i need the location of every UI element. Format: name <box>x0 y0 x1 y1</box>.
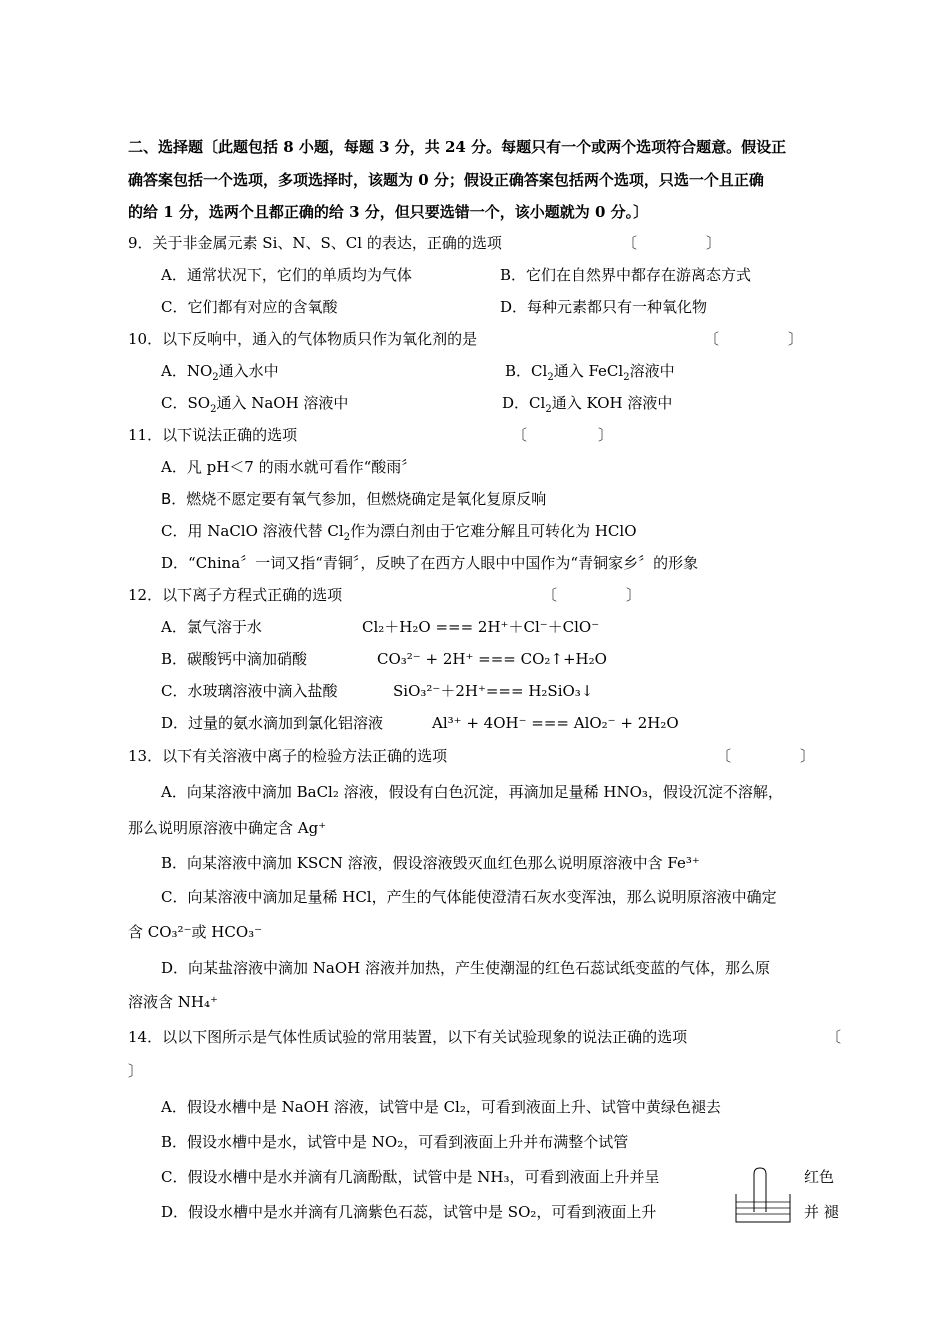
q12-stem: 12．以下离子方程式正确的选项 <box>128 586 343 604</box>
q14-option-c-tail: 红色 <box>804 1168 835 1186</box>
q12-option-a-equation: Cl₂＋H₂O === 2H⁺＋Cl⁻＋ClO⁻ <box>362 618 600 636</box>
q13-option-a-line-2: 那么说明原溶液中确定含 Ag⁺ <box>128 819 327 837</box>
q11-stem: 11．以下说法正确的选项 <box>128 426 298 444</box>
q13-bracket-close: 〕 <box>800 747 816 765</box>
test-tube-trough-diagram <box>732 1164 794 1228</box>
q12-option-d-label: D．过量的氨水滴加到氯化铝溶液 <box>161 714 384 732</box>
q9-option-c: C．它们都有对应的含氧酸 <box>161 298 338 316</box>
q13-option-d-line-2: 溶液含 NH₄⁺ <box>128 993 218 1011</box>
q10-option-d: D．$Cl_2$通入 KOH 溶液中 <box>502 394 673 415</box>
q14-option-b: B．假设水槽中是水，试管中是 NO₂，可看到液面上升并布满整个试管 <box>161 1133 629 1151</box>
q14-bracket-open: 〔 <box>826 1028 842 1046</box>
q11-option-a: A．凡 pH＜7 的雨水就可看作“酸雨〞 <box>161 458 417 476</box>
q12-option-b-equation: CO₃²⁻ + 2H⁺ === CO₂↑+H₂O <box>377 650 607 668</box>
q11-option-b: B．燃烧不愿定要有氧气参加，但燃烧确定是氧化复原反响 <box>161 490 547 508</box>
q10-bracket-open: 〔 <box>704 330 720 348</box>
q13-option-c-line-1: C．向某溶液中滴加足量稀 HCl，产生的气体能使澄清石灰水变浑浊，那么说明原溶液中确定 <box>161 888 777 906</box>
q10-bracket-close: 〕 <box>788 330 804 348</box>
q12-bracket-close: 〕 <box>626 586 642 604</box>
q13-option-d-line-1: D．向某盐溶液中滴加 NaOH 溶液并加热，产生使潮湿的红色石蕊试纸变蓝的气体，那么原 <box>161 959 771 977</box>
q12-option-d-equation: Al³⁺ + 4OH⁻ === AlO₂⁻ + 2H₂O <box>432 714 679 732</box>
q10-option-c: C．$SO_2$通入 NaOH 溶液中 <box>161 394 349 415</box>
section-header-line-3: 的给 1 分，选两个且都正确的给 3 分，但只要选错一个，该小题就为 0 分。〕 <box>128 203 649 221</box>
q12-option-a-label: A．氯气溶于水 <box>161 618 262 636</box>
section-header-line-1: 二、选择题〔此题包括 8 小题，每题 3 分，共 24 分。每题只有一个或两个选项符合题意。假设正 <box>128 138 787 156</box>
q13-bracket-open: 〔 <box>716 747 732 765</box>
q12-option-b-label: B．碳酸钙中滴加硝酸 <box>161 650 308 668</box>
q12-bracket-open: 〔 <box>542 586 558 604</box>
q12-option-c-equation: SiO₃²⁻＋2H⁺=== H₂SiO₃↓ <box>393 682 594 700</box>
q11-bracket-open: 〔 <box>512 426 528 444</box>
q11-option-c: C．用 NaClO 溶液代替 $Cl_2$作为漂白剂由于它难分解且可转化为 HClO <box>161 522 637 543</box>
q14-option-d-tail: 并 褪 <box>804 1203 839 1221</box>
q9-option-b: B．它们在自然界中都存在游离态方式 <box>500 266 752 284</box>
q9-bracket-close: 〕 <box>706 234 722 252</box>
q14-option-c: C．假设水槽中是水并滴有几滴酚酞，试管中是 NH₃，可看到液面上升并呈 <box>161 1168 660 1186</box>
q10-option-b: B．$Cl_2$通入 FeCl$_2$溶液中 <box>505 362 675 383</box>
q14-stem: 14．以以下图所示是气体性质试验的常用装置，以下有关试验现象的说法正确的选项 <box>128 1028 688 1046</box>
q10-stem: 10．以下反响中，通入的气体物质只作为氧化剂的是 <box>128 330 478 348</box>
q14-option-d: D．假设水槽中是水并滴有几滴紫色石蕊，试管中是 SO₂，可看到液面上升 <box>161 1203 657 1221</box>
q13-option-b: B．向某溶液中滴加 KSCN 溶液，假设溶液毁灭血红色那么说明原溶液中含 Fe³⁺ <box>161 854 700 872</box>
q9-option-a: A．通常状况下，它们的单质均为气体 <box>161 266 412 284</box>
q13-option-a-line-1: A．向某溶液中滴加 BaCl₂ 溶液，假设有白色沉淀，再滴加足量稀 HNO₃，假设沉淀不溶解， <box>161 783 783 801</box>
q9-bracket-open: 〔 <box>622 234 638 252</box>
q14-bracket-close: 〕 <box>128 1062 144 1080</box>
q9-stem: 9．关于非金属元素 Si、N、S、Cl 的表达，正确的选项 <box>128 234 502 252</box>
section-header-line-2: 确答案包括一个选项，多项选择时，该题为 0 分；假设正确答案包括两个选项，只选一个且正确 <box>128 171 764 189</box>
q14-option-a: A．假设水槽中是 NaOH 溶液，试管中是 Cl₂，可看到液面上升、试管中黄绿色褪去 <box>161 1098 721 1116</box>
q13-option-c-line-2: 含 CO₃²⁻或 HCO₃⁻ <box>128 923 263 941</box>
q9-option-d: D．每种元素都只有一种氧化物 <box>500 298 708 316</box>
q11-bracket-close: 〕 <box>598 426 614 444</box>
q13-stem: 13．以下有关溶液中离子的检验方法正确的选项 <box>128 747 448 765</box>
q11-option-d: D．“China〞一词又指“青铜〞，反映了在西方人眼中中国作为“青铜家乡〞的形象 <box>161 554 699 572</box>
q12-option-c-label: C．水玻璃溶液中滴入盐酸 <box>161 682 338 700</box>
q10-option-a: A．$NO_2$通入水中 <box>161 362 279 383</box>
